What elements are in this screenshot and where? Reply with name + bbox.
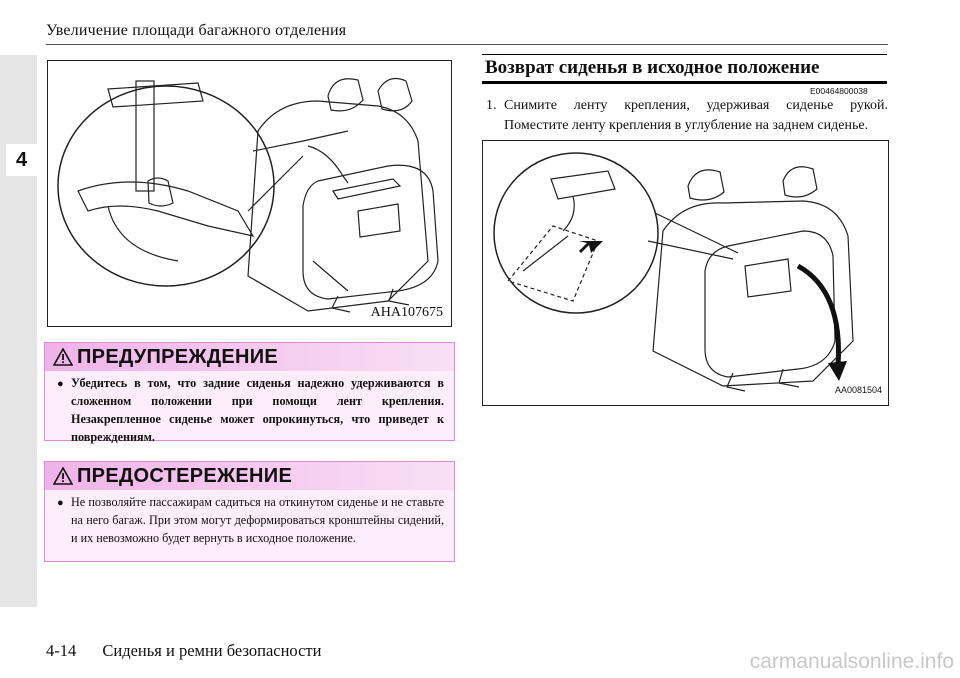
warning-header xyxy=(45,343,454,371)
chapter-name: Сиденья и ремни безопасности xyxy=(102,641,322,660)
warning-triangle-icon xyxy=(53,467,73,485)
footer xyxy=(46,641,321,661)
warning-body xyxy=(45,371,454,446)
caution-box xyxy=(44,461,455,562)
figure-seat-return xyxy=(482,140,889,406)
caution-header xyxy=(45,462,454,490)
header-title: Увеличение площади багажного отделения xyxy=(46,22,347,39)
figure-code: AA0081504 xyxy=(834,385,882,395)
bullet-icon: ● xyxy=(57,497,64,509)
section-code: E00464800038 xyxy=(810,86,868,96)
side-strip xyxy=(0,55,37,607)
step-text: Снимите ленту крепления, удерживая сиденье рукой. Поместите ленту крепления в углубление на заднем сиденье. xyxy=(504,98,888,133)
header-rule xyxy=(46,44,888,45)
warning-text: Убедитесь в том, что задние сиденья надежно удерживаются в сложенном положении при помощи лент крепления. Незакрепленное сиденье может опрокинуться, что приведет к повреждениям. xyxy=(71,376,444,444)
page-number: 4-14 xyxy=(46,641,77,660)
seat-return-illustration xyxy=(483,141,888,405)
warning-box xyxy=(44,342,455,444)
caution-text: Не позволяйте пассажирам садиться на откинутом сиденье и не ставьте на него багаж. При этом могут деформироваться кронштейны сидений, и их невозможно будет вернуть в исходное положение. xyxy=(71,495,444,545)
step-1 xyxy=(486,96,888,136)
figure-seat-folded xyxy=(47,60,452,327)
step-number: 1. xyxy=(486,98,497,113)
section-title: Возврат сиденья в исходное положение xyxy=(482,54,887,84)
watermark: carmanualsonline.info xyxy=(749,650,954,673)
caution-title: ПРЕДОСТЕРЕЖЕНИЕ xyxy=(77,464,293,487)
seat-strap-illustration xyxy=(48,61,451,326)
warning-title: ПРЕДУПРЕЖДЕНИЕ xyxy=(77,345,279,368)
figure-code: AHA107675 xyxy=(370,305,443,320)
caution-body xyxy=(45,490,454,547)
warning-triangle-icon xyxy=(53,348,73,366)
chapter-tab[interactable]: 4 xyxy=(6,144,37,176)
bullet-icon: ● xyxy=(57,378,64,390)
